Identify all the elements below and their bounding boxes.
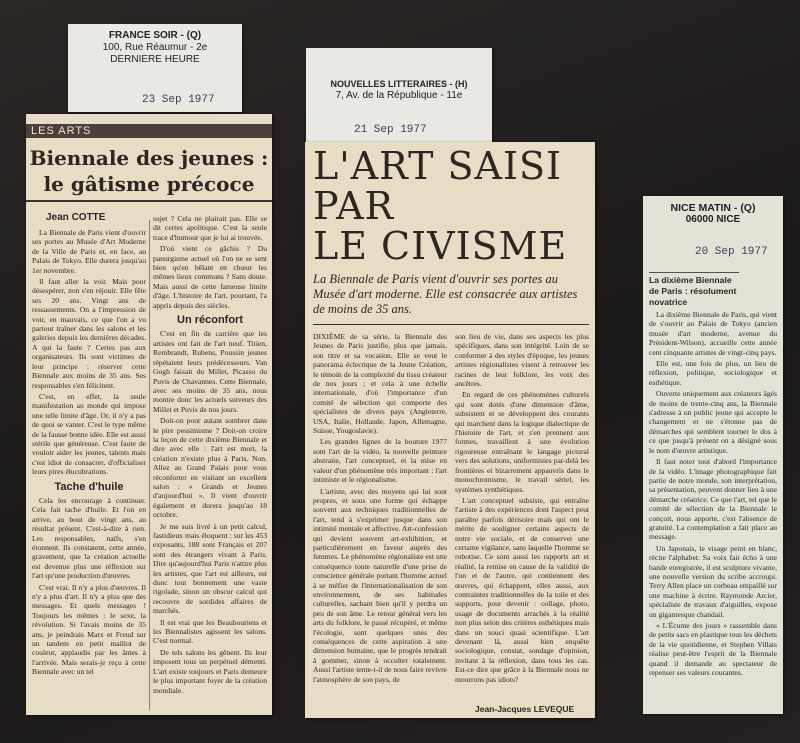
source-line: 7, Av. de la République - 11e	[335, 90, 463, 101]
headline-line-1: L'ART SAISI	[313, 144, 563, 188]
paragraph: En regard de ces phénomènes culturels qui sont dotés d'une dimension d'âme, subsistent et se développent des courants qui marchent dans la logique dialectique de l'histoire de l'art, et s'en prennent aux formes, travaillent à une évolution rigoureuse entraînant le langage pictural vers des solutions, uniformistes par-delà les frontières et bizarrement appauvris dans le monochromisme, le travail sériel, les systèmes synthétiques.	[455, 390, 589, 494]
paragraph: L'art conceptuel subsiste, qui entraîne l'artiste à des expériences dont l'aspect peut paraître parfois dérisoire mais qui ont le mérite de souligner certains aspects de notre vie sociale, et de conserver une certaine vigilance, sans laquelle l'homme se robotise. Ce sont aussi les rapports art et réalité, la remise en cause de la validité de l'un et de l'autre, qui contiennent des œuvres, qui échappent, elles aussi, aux contraintes traditionnelles de la toile et des supports, pour devenir : collage, photo, usage de documents arrachés à la réalité non plus selon des critères esthétiques mais dans un souci quasi scientifique. L'art devenant là, aussi bien enquête sociologique, constat, sondage d'opinion, invitant à la réflexion, dans tous les cas. Est-ce dire que grâce à la Biennale nous ne mourrons pas idiots?	[455, 495, 589, 684]
paragraph: La dixième Biennale de Paris, qui vient de s'ouvrir au Palais de Tokyo (ancien musée d'art moderne, avenue du Président-Wilson), accueille cette année cent cinquante artistes de vingt-cinq pays.	[649, 310, 777, 357]
headline-line-2: PAR	[313, 184, 395, 228]
column-divider	[149, 220, 150, 710]
paragraph: Les grandes lignes de la bouture 1977 sont l'art de la vidéo, la nouvelle peinture abstraite, l'art conceptuel, et la mise en valeur d'un phénomène très important : l'art intimiste et le régionalisme.	[313, 437, 447, 485]
paragraph: Je me suis livré à un petit calcul, fastidieux mais éloquent : sur les 453 exposants, 188 sont Français et 207 sont des étrangers vivant à Paris. Dire qu'aujourd'hui Paris n'attire plus les artistes, que l'art est ailleurs, est donc tout bonnement une vaste rigolade, sinon un obscur calcul qui recouvre de sordides affaires de marchés.	[153, 521, 267, 616]
column-1	[32, 228, 146, 712]
source-slip-france-soir	[68, 24, 242, 112]
rule	[26, 200, 272, 202]
source-line: 06000 NICE	[685, 214, 741, 225]
paragraph: DIXIÈME de sa série, la Biennale des Jeunes de Paris justifie, plus que jamais, son titre et sa vocation. Elle se veut le panorama éclectique de la Jeune Création, le témoin de la complexité du tissu créateur de nos jours ; et cela à une échelle internationale, d'où l'importance d'un comité de sélection qui comporte des spécialistes de divers pays (Angleterre, USA, Italie, Hollande, Japon, Allemagne, Suisse, Yougoslavie).	[313, 332, 447, 436]
paragraph: « L'Écume des jours » rassemble dans de petits sacs en plastique tous les déchets de la vie quotidienne, et Stephen Villats réalise peut-être l'esprit de la Biennale quand il demande au spectateur de repenser ses valeurs courantes.	[649, 621, 777, 678]
headline-line-3: LE CIVISME	[313, 224, 568, 268]
date-stamp: 23 Sep 1977	[142, 94, 215, 106]
paragraph: La Biennale de Paris vient d'ouvrir ses portes au Musée d'Art Moderne de la Ville de Paris et, en face, au Palais de Tokyo. Elle durera jusqu'au 1er novembre.	[32, 228, 146, 275]
clipping-france-soir	[26, 114, 272, 715]
source-line: DERNIERE HEURE	[110, 54, 200, 65]
source-line: NICE MATIN - (Q)	[670, 202, 756, 214]
article-body	[649, 310, 777, 710]
date-stamp: 20 Sep 1977	[695, 246, 768, 258]
clipping-nice-matin	[643, 196, 783, 714]
section-label: LES ARTS	[31, 125, 92, 137]
paragraph: Doit-on pour autant sombrer dans le pire pessimisme ? Doit-on croire la leçon de cette dixième Biennale et dire avec elle : l'art est mort, la création n'existe plus à Paris. Non. Allez au Grand Palais pour vous réconforter en visitant un excellent salon : « Grands et Jeunes d'aujourd'hui ». Il vient d'ouvrir également et durera jusqu'au 18 octobre.	[153, 416, 267, 520]
column-2	[153, 214, 267, 712]
paragraph: Il faut aller la voir. Mais pour désespérer, non s'en réjouir. Elle fête ses 20 ans. Vingt ans de ressassements. On a l'impression de voir, en mauvais, ce que l'on a vu partout traîner dans les salons et les galeries depuis les dernières décades. A qui la faute ? Certes pas aux organisateurs. Ils sont victimes de leur principe : réserver cette Biennale aux moins de 35 ans. Ses responsables s'en félicitent.	[32, 277, 146, 390]
section-banner	[26, 124, 272, 138]
headline: La dixième Biennale de Paris : résolument novatrice	[649, 272, 739, 308]
paragraph: Ouverte uniquement aux créateurs âgés de moins de trente-cinq ans, la Biennale s'adresse à un public jeune qui accepte le changement et ne s'étonne pas de démarches qui semblent tourner le dos à ce que jusqu'à présent on a désigné sous le nom d'œuvre artistique.	[649, 389, 777, 455]
paragraph: son lieu de vie, dans ses aspects les plus spécifiques, dans son intégrité. Loin de se conformer à des styles d'époque, les jeunes artistes régionalistes visent à retrouver les racines de leur folklore, les voix des ancêtres.	[455, 332, 589, 389]
date-stamp: 21 Sep 1977	[354, 124, 427, 136]
paragraph: Il faut noter tout d'abord l'importance de la vidéo. L'image photographique fait partie de notre monde, son interprétation, sa présentation, peuvent donner lieu à une démarche créatrice. Ce que l'art, tel que le comité de sélection de la Biennale le conçoit, nous apporte, c'est l'absence de gratuité. La contemplation a fait place au message.	[649, 457, 777, 542]
author-byline: Jean-Jacques LEVEQUE	[475, 704, 575, 714]
subheading: Un réconfort	[177, 314, 243, 327]
paragraph: C'est en fin de carrière que les artistes ont fait de l'art neuf. Titien, Rembrandt, Rubens, Poussin jeunes répétaient leurs prédécesseurs. Van Gogh faisait du Millet, Picasso du Puvis de Chavannes. Cette Biennale, avec ses moins de 35 ans, nous montre donc les actuels suiveurs des Millet et Puvis de nos jours.	[153, 329, 267, 414]
paragraph: De tels salons les gênent. Ils leur imposent tous un perpétuel démenti. L'art existe toujours et Paris demeure le plus important foyer de la création mondiale.	[153, 647, 267, 695]
headline-line-1: Biennale des jeunes :	[29, 146, 269, 170]
author-byline: Jean COTTE	[46, 212, 106, 223]
paragraph: Il est vrai que les Beaubouriens et les Biennalistes agissent les salons. C'est normal.	[153, 617, 267, 646]
column-1	[313, 332, 447, 712]
paragraph: Cela les encourage à continuer. Cela fait tache d'huile. Et l'on en arrive, au bout de vingt ans, au résultat présent. C'est-à-dire à rien. Les responsables, naïfs, s'en étonnent. Ils constatent, cette année, gravement, que la création actuelle est devenue plus une réflexion sur l'art qu'une production d'œuvres.	[32, 495, 146, 581]
paragraph: C'est, en effet, la seule manifestation au monde qui impose une telle limite d'âge. Or, il n'y a pas de quoi se vanter. C'est le type même de la fausse bonne idée. Elle est aussi stérile que généreuse. C'est faute de vouloir aider les jeunes, talents mais c'est idiot de consacrer, d'officialiser leurs pires élucubrations.	[32, 391, 146, 477]
rule	[313, 324, 589, 325]
paragraph: Un Japonais, le visage peint en blanc, récite l'alphabet. Sa voix fait écho à une bande enregistrée, il est sculpture vivante, une nouvelle version du scribe accroupi. Terry Allen place un corbeau empaillé sur une machine à écrire. Raymonde Arcier, spécialiste de travaux d'aiguilles, expose un gigantesque chandail.	[649, 543, 777, 619]
paragraph: sujet ? Cela ne plairait pas. Elle se dit certes apolitique. C'est la seule trace d'humour que je lui ai trouvée.	[153, 214, 267, 242]
subheading: Tache d'huile	[54, 480, 124, 493]
lede: La Biennale de Paris vient d'ouvrir ses portes au Musée d'art moderne. Elle est consacrée aux artistes de moins de 35 ans.	[313, 272, 578, 316]
headline-line-2: le gâtisme précoce	[43, 172, 255, 196]
paragraph: D'où vient ce gâchis ? Du panurgisme actuel où l'on ne se sent bien qu'en bêlant en chœur les mêmes lieux communs ? Sans doute. Mais aussi de cette fameuse limite d'âge. L'histoire de l'art, pourtant, l'a appris depuis des siècles.	[153, 244, 267, 310]
column-2	[455, 332, 589, 704]
paragraph: C'est vrai. Il n'y a plus d'œuvres. Il n'y a plus d'art. Il n'y a plus que des messages. Et quels messages ! Toujours les mêmes : le sexe, la révolution. Si l'avais moins de 35 ans, je peindrais Marx et Freud sur un tandem en petit maillot de couleur, applaudis par les âmes à l'arrivée. Mais serais-je reçu à cette Biennale avec un tel	[32, 582, 146, 677]
source-line: NOUVELLES LITTERAIRES - (H)	[330, 79, 468, 89]
source-line: FRANCE SOIR - (Q)	[108, 30, 202, 41]
source-slip-nouvelles-litteraires	[306, 48, 492, 144]
paragraph: L'artiste, avec des moyens qui lui sont propres, et sous une forme qui échappe souvent aux techniques traditionnelles de l'art, tend à s'exprimer jusque dans son intimité mentale et affective. Art-confession qui devient souvent art-exhibition, et particulièrement en faveur auprès des femmes. Le phénomène régionaliste est une conséquence toute naturelle d'une prise de conscience générale portant l'homme actuel à se méfier de l'internationalisation de son environnement, de ses habitudes culturelles, sachant bien qu'il y perdra un peu de son âme. Le retour général vers les arts du folklore, le passé récupéré, et même l'écologie, sont quelques unes des conséquences de cette aspiration à une dimension humaine, que le progrès tendrait à gommer, sinon à occulter totalement. Aussi l'artiste tente-t-il de nous faire revivre l'atmosphère de son pays, de	[313, 486, 447, 684]
paragraph: Elle est, une fois de plus, un lieu de réflexion, politique, sociologique et esthétique.	[649, 359, 777, 387]
source-line: 100, Rue Réaumur - 2e	[102, 42, 208, 53]
clipping-nouvelles-litteraires	[305, 142, 595, 718]
